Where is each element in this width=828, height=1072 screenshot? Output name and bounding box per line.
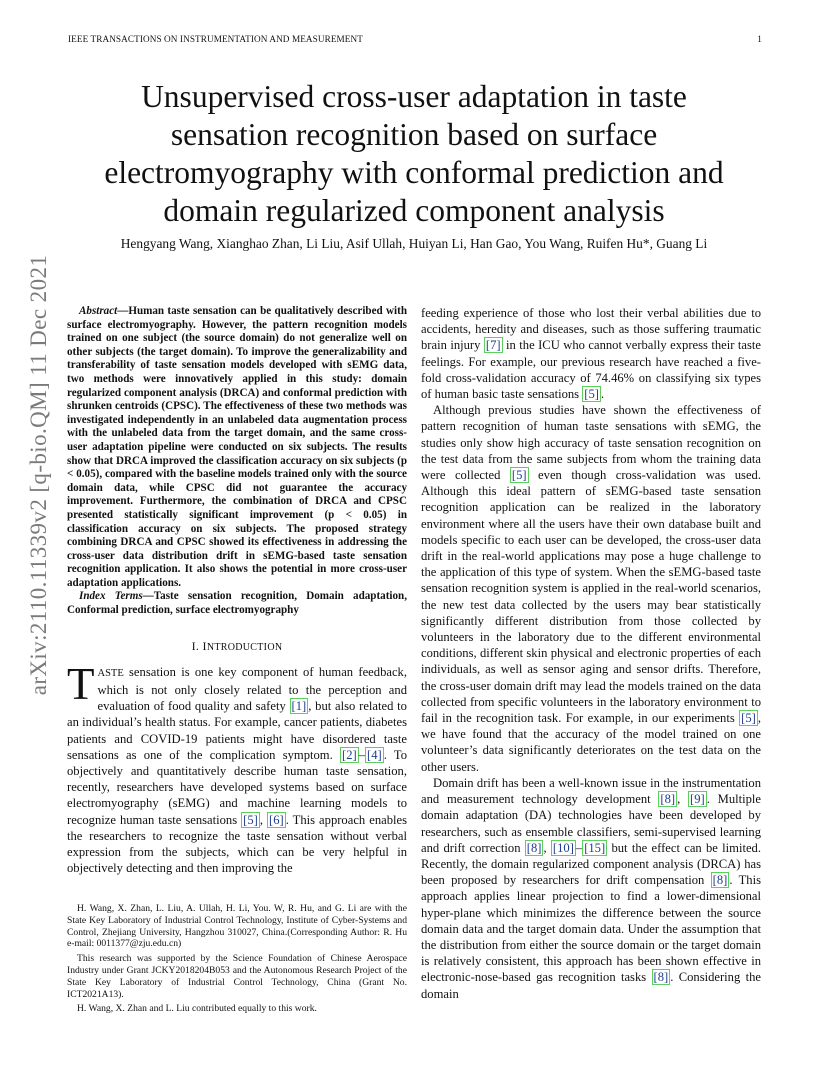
arxiv-id: arXiv:2110.11339v2 [q-bio.QM] 11 Dec 2021 bbox=[26, 254, 51, 696]
arxiv-stamp bbox=[23, 254, 55, 696]
citation-link[interactable]: [8] bbox=[712, 873, 728, 888]
citation-link[interactable]: [8] bbox=[660, 792, 676, 807]
title-line-4: domain regularized component analysis bbox=[163, 193, 665, 228]
title-line-3: electromyography with conformal prediction and bbox=[104, 155, 724, 190]
citation-link[interactable]: [2] bbox=[342, 747, 357, 762]
index-terms bbox=[67, 590, 407, 617]
index-terms-label: Index Terms bbox=[79, 590, 143, 603]
citation-link[interactable]: [10] bbox=[552, 840, 574, 855]
citation-link[interactable]: [8] bbox=[653, 970, 669, 985]
author-list: Hengyang Wang, Xianghao Zhan, Li Liu, Asif Ullah, Huiyan Li, Han Gao, You Wang, Ruifen Hu*, Guang Li bbox=[120, 236, 708, 251]
citation-link[interactable]: [5] bbox=[741, 711, 756, 726]
citation-link[interactable]: [6] bbox=[269, 812, 284, 827]
footnote-funding: This research was supported by the Science Foundation of Chinese Aerospace Industry under Grant JCKY2018204B053 and the Autonomous Research Project of the State Key Laboratory of Industrial Control Technology, China (Grant No. ICT2021A13). bbox=[67, 953, 407, 1000]
footnote-affiliation: H. Wang, X. Zhan, L. Liu, A. Ullah, H. Li, You. W, R. Hu, and G. Li are with the State Key Laboratory of Industrial Control Technology, Institute of Cyber-Systems and Control, Zhejiang University, Hangzhou 310027, China.(Corresponding Author: R. Hu e-mail: 0011377@zju.edu.cn) bbox=[67, 903, 407, 950]
running-header bbox=[68, 34, 762, 44]
drop-cap: T bbox=[67, 658, 95, 709]
citation-link[interactable]: [15] bbox=[584, 840, 606, 855]
citation-link[interactable]: [5] bbox=[511, 468, 527, 483]
footnotes bbox=[67, 903, 407, 1018]
body-paragraph: Domain drift has been a well-known issue in the instrumentation and measurement technology development [8] , [9] . Multiple domain adaptation (DA) technologies have been developed by researchers, such as ensemble classifiers, semi-supervised learning and drift correction [8] , [10] – [15] but the effect can be limited. Recently, the domain regularized component analysis (DRCA) has been proposed by researchers for drift compensation [8] . This approach applies linear projection to find a lower-dimensional hyper-plane which minimizes the difference between the source domain data and the target domain data. Under the assumption that the distribution from either the source domain or the target domain is relatively consistent, this approach has been shown effective in electronic-nose-based gas recognition tasks [8] . Considering the domain bbox=[421, 775, 761, 1001]
index-terms-text: —Taste sensation recognition, Domain adaptation, Conformal prediction, surface electromyography bbox=[67, 590, 407, 617]
page-number: 1 bbox=[757, 34, 762, 44]
paper-title bbox=[60, 78, 768, 230]
footnote-equal-contribution: H. Wang, X. Zhan and L. Liu contributed equally to this work. bbox=[77, 1003, 317, 1015]
body-paragraph: feeding experience of those who lost their verbal abilities due to accidents, heredity and diseases, such as those suffering traumatic brain injury [7] in the ICU who cannot verbally express their taste feelings. For example, our previous research have reached a five-fold cross-validation accuracy of 74.46% on classifying six types of human basic taste sensations [5] . bbox=[421, 306, 761, 402]
body-paragraph: Although previous studies have shown the effectiveness of pattern recognition of human taste sensations with sEMG, the studies only show high accuracy of taste sensation recognition on the test data from the same subjects from whom the training data were collected [5] even though cross-validation was used. Although this ideal pattern of sEMG-based taste sensation recognition application can be realized in the laboratory environment where all the users have their own database built and models specific to each user can be developed, the cross-user data drift in the real-world applications may pose a huge challenge to the application of this type of system. When the sEMG-based taste sensation recognition system is applied in the real-world scenarios, the new test data collected by the users may bear statistically significantly different distribution from those collected by volunteers in the laboratory due to the different environmental conditions, different skin physical and electronic properties of each individuals, as well as sensor aging and sensor drifts. Therefore, the cross-user domain drift may lead the models trained on the data collected from specific volunteers in the laboratory environment to fail in the recognition task. For example, in our experiments [5] , we have found that the accuracy of the model trained on one volunteer’s data significantly deteriorates on the test data on the other users. bbox=[421, 403, 761, 774]
citation-link[interactable]: [9] bbox=[690, 792, 705, 807]
title-line-2: sensation recognition based on surface bbox=[170, 117, 658, 152]
journal-name: IEEE TRANSACTIONS ON INSTRUMENTATION AND MEASUREMENT bbox=[68, 34, 363, 44]
citation-link[interactable]: [8] bbox=[526, 840, 542, 855]
citation-link[interactable]: [7] bbox=[485, 338, 501, 353]
abstract-text: —Human taste sensation can be qualitatively described with surface electromyography. However, the pattern recognition models trained on one subject (the source domain) do not generalize well on other subjects (the target domain). To improve the generalizability and transferability of taste sensation models developed with sEMG data, two methods were innovatively applied in this study: domain regularized component analysis (DRCA) and conformal prediction with shrunken centroids (CPSC). The effectiveness of these two methods was investigated independently in an unlabeled data augmentation process with the unlabeled data from the target domain, and the same cross-user adaptation pipeline were conducted on six subjects. The results show that DRCA improved the classification accuracy on six subjects (p < 0.05), compared with the baseline models trained only with the source domain data, while CPSC did not guarantee the accuracy improvement. Furthermore, the combination of DRCA and CPSC presented statistically significant improvement (p < 0.05) in classification accuracy on six subjects. The proposed strategy combining DRCA and CPSC showed its effectiveness in addressing the cross-user data distribution drift in sEMG-based taste sensation recognition application. It also shows the potential in more cross-user adaptation applications. bbox=[67, 305, 407, 589]
intro-paragraph: TASTE sensation is one key component of human feedback, which is not only closely related to the perception and evaluation of food quality and safety [1] , but also related to an individual’s health status. For example, cancer patients, diabetes patients and COVID-19 patients might have disordered taste sensations as one of the complication symptom. [2] – [4] . To objectively and quantitatively describe human taste sensation, recently, researchers have developed systems based on surface electromyography (sEMG) and machine learning models to recognize human taste sensations [5] , [6] . This approach enables the researchers to recognize the taste sensation without verbal expression from the subjects, which can be very helpful in objectively detecting and then improving the bbox=[67, 658, 407, 876]
citation-link[interactable]: [5] bbox=[584, 387, 599, 402]
citation-link[interactable]: [1] bbox=[291, 699, 307, 714]
right-column bbox=[421, 305, 761, 1002]
abstract-label: Abstract bbox=[79, 305, 118, 317]
citation-link[interactable]: [4] bbox=[367, 747, 382, 762]
left-column bbox=[67, 305, 407, 877]
section-heading-introduction: I. INTRODUCTION bbox=[191, 638, 283, 653]
title-line-1: Unsupervised cross-user adaptation in taste bbox=[141, 79, 687, 114]
citation-link[interactable]: [5] bbox=[243, 812, 258, 827]
abstract bbox=[67, 305, 407, 590]
